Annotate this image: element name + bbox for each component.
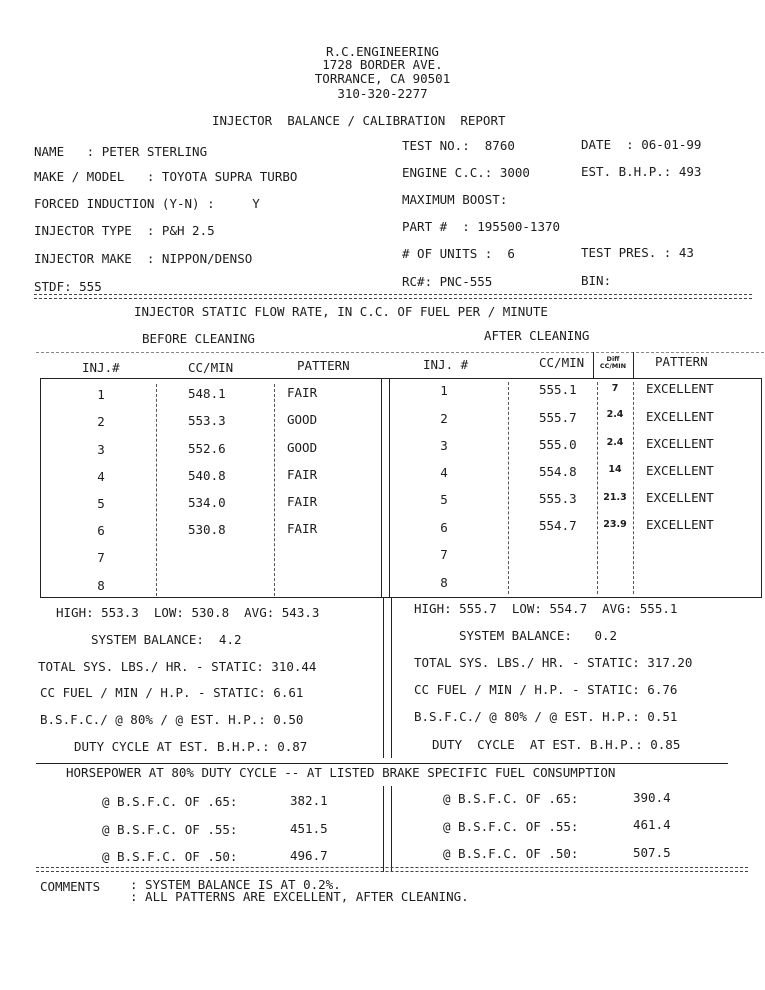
after-row-diff: 23.9 [603, 519, 627, 530]
before-row-inj: 4 [97, 469, 105, 484]
before-row-cc: 534.0 [188, 495, 226, 510]
before-row-inj: 5 [97, 496, 105, 511]
comments-line-1: : SYSTEM BALANCE IS AT 0.2%. [130, 877, 341, 892]
after-row-diff: 7 [611, 383, 619, 394]
company-street: 1728 BORDER AVE. [322, 57, 443, 72]
flow-title: INJECTOR STATIC FLOW RATE, IN C.C. OF FUEL PER / MINUTE [134, 304, 548, 319]
after-row-inj: 6 [440, 520, 448, 535]
after-balance: SYSTEM BALANCE: 0.2 [459, 628, 618, 643]
table-divider-right [389, 378, 390, 598]
after-col-inj: INJ. # [423, 357, 469, 372]
after-row-pattern: EXCELLENT [646, 436, 714, 451]
hp-after-label: @ B.S.F.C. OF .50: [443, 846, 579, 861]
before-row-cc: 540.8 [188, 468, 226, 483]
after-row-diff: 2.4 [606, 437, 624, 448]
info-bin: BIN: [581, 273, 612, 288]
before-row-inj: 1 [97, 387, 105, 402]
hp-before-value: 382.1 [290, 793, 328, 808]
report-title: INJECTOR BALANCE / CALIBRATION REPORT [212, 113, 506, 128]
info-max-boost: MAXIMUM BOOST: [402, 192, 508, 207]
before-row-cc: 548.1 [188, 386, 226, 401]
info-date: DATE : 06-01-99 [581, 137, 702, 152]
info-part: PART # : 195500-1370 [402, 219, 561, 234]
after-row-inj: 1 [440, 383, 448, 398]
comments-label: COMMENTS [40, 879, 101, 894]
after-col-sep-3 [633, 382, 634, 594]
before-col-sep-2 [274, 384, 275, 596]
before-cc-hp: CC FUEL / MIN / H.P. - STATIC: 6.61 [40, 685, 304, 700]
after-row-inj: 3 [440, 438, 448, 453]
after-row-diff: 14 [608, 464, 622, 475]
table-divider-left [381, 378, 382, 598]
info-est-bhp: EST. B.H.P.: 493 [581, 164, 702, 179]
info-test-pres: TEST PRES. : 43 [581, 245, 694, 260]
after-row-cc: 554.8 [539, 464, 577, 479]
after-bsfc: B.S.F.C./ @ 80% / @ EST. H.P.: 0.51 [414, 709, 678, 724]
after-col-cc: CC/MIN [539, 355, 585, 370]
info-engine-cc: ENGINE C.C.: 3000 [402, 165, 530, 180]
diff-col-divider-right [633, 352, 634, 378]
hp-before-value: 496.7 [290, 848, 328, 863]
info-injector-type: INJECTOR TYPE : P&H 2.5 [34, 223, 215, 238]
info-test-no: TEST NO.: 8760 [402, 138, 515, 153]
hp-rule [36, 763, 728, 764]
after-col-sep-1 [508, 382, 509, 594]
company-name: R.C.ENGINEERING [326, 44, 439, 59]
after-row-inj: 7 [440, 547, 448, 562]
after-row-pattern: EXCELLENT [646, 409, 714, 424]
before-row-pattern: GOOD [287, 412, 318, 427]
comments-line-2: : ALL PATTERNS ARE EXCELLENT, AFTER CLEANING. [130, 889, 469, 904]
after-row-diff: 21.3 [603, 492, 627, 503]
after-row-pattern: EXCELLENT [646, 381, 714, 396]
after-row-cc: 555.7 [539, 410, 577, 425]
after-row-pattern: EXCELLENT [646, 517, 714, 532]
hp-after-value: 461.4 [633, 817, 671, 832]
before-duty: DUTY CYCLE AT EST. B.H.P.: 0.87 [74, 739, 308, 754]
info-stdf: STDF: 555 [34, 279, 102, 294]
hp-divider-right [391, 786, 392, 872]
after-duty: DUTY CYCLE AT EST. B.H.P.: 0.85 [432, 737, 681, 752]
diff-col-divider-left [593, 352, 594, 378]
before-row-cc: 530.8 [188, 522, 226, 537]
after-row-pattern: EXCELLENT [646, 490, 714, 505]
after-summary: HIGH: 555.7 LOW: 554.7 AVG: 555.1 [414, 601, 678, 616]
after-row-pattern: EXCELLENT [646, 463, 714, 478]
summary-divider-left [383, 598, 384, 758]
after-row-inj: 8 [440, 575, 448, 590]
before-row-cc: 552.6 [188, 441, 226, 456]
info-units: # OF UNITS : 6 [402, 246, 515, 261]
hp-before-label: @ B.S.F.C. OF .55: [102, 822, 238, 837]
after-row-cc: 554.7 [539, 518, 577, 533]
info-forced-induction: FORCED INDUCTION (Y-N) : Y [34, 196, 260, 211]
before-col-cc: CC/MIN [188, 360, 234, 375]
after-heading: AFTER CLEANING [484, 328, 590, 343]
company-city: TORRANCE, CA 90501 [314, 71, 451, 86]
before-row-inj: 8 [97, 578, 105, 593]
before-row-inj: 6 [97, 523, 105, 538]
after-row-cc: 555.1 [539, 382, 577, 397]
before-row-inj: 7 [97, 550, 105, 565]
before-row-cc: 553.3 [188, 413, 226, 428]
before-col-sep-1 [156, 384, 157, 596]
after-lbs-hr: TOTAL SYS. LBS./ HR. - STATIC: 317.20 [414, 655, 693, 670]
hp-before-value: 451.5 [290, 821, 328, 836]
after-row-cc: 555.0 [539, 437, 577, 452]
info-name: NAME : PETER STERLING [34, 144, 208, 159]
after-row-inj: 5 [440, 492, 448, 507]
hp-after-value: 390.4 [633, 790, 671, 805]
before-row-pattern: FAIR [287, 467, 318, 482]
before-lbs-hr: TOTAL SYS. LBS./ HR. - STATIC: 310.44 [38, 659, 317, 674]
hp-divider-left [383, 786, 384, 872]
after-col-pattern: PATTERN [655, 354, 708, 369]
before-col-pattern: PATTERN [297, 358, 350, 373]
hp-title: HORSEPOWER AT 80% DUTY CYCLE -- AT LISTED BRAKE SPECIFIC FUEL CONSUMPTION [66, 765, 616, 780]
after-row-diff: 2.4 [606, 409, 624, 420]
before-summary: HIGH: 553.3 LOW: 530.8 AVG: 543.3 [56, 605, 320, 620]
heading-rule [36, 352, 764, 353]
before-row-inj: 3 [97, 442, 105, 457]
hp-after-label: @ B.S.F.C. OF .65: [443, 791, 579, 806]
hp-after-label: @ B.S.F.C. OF .55: [443, 819, 579, 834]
before-balance: SYSTEM BALANCE: 4.2 [91, 632, 242, 647]
before-row-pattern: FAIR [287, 385, 318, 400]
info-injector-make: INJECTOR MAKE : NIPPON/DENSO [34, 251, 253, 266]
company-phone: 310-320-2277 [337, 86, 428, 101]
hp-after-value: 507.5 [633, 845, 671, 860]
summary-divider-right [391, 598, 392, 758]
before-bsfc: B.S.F.C./ @ 80% / @ EST. H.P.: 0.50 [40, 712, 304, 727]
info-make-model: MAKE / MODEL : TOYOTA SUPRA TURBO [34, 169, 298, 184]
hp-bottom-rule [36, 867, 748, 872]
separator-double [34, 294, 752, 299]
after-col-diff: Diff CC/MIN [599, 355, 627, 370]
after-row-cc: 555.3 [539, 491, 577, 506]
before-heading: BEFORE CLEANING [142, 331, 255, 346]
info-rc: RC#: PNC-555 [402, 274, 493, 289]
hp-before-label: @ B.S.F.C. OF .50: [102, 849, 238, 864]
before-row-pattern: FAIR [287, 494, 318, 509]
before-row-pattern: FAIR [287, 521, 318, 536]
before-col-inj: INJ.# [82, 360, 120, 375]
before-row-inj: 2 [97, 414, 105, 429]
after-row-inj: 4 [440, 465, 448, 480]
hp-before-label: @ B.S.F.C. OF .65: [102, 794, 238, 809]
after-row-inj: 2 [440, 411, 448, 426]
after-cc-hp: CC FUEL / MIN / H.P. - STATIC: 6.76 [414, 682, 678, 697]
before-row-pattern: GOOD [287, 440, 318, 455]
